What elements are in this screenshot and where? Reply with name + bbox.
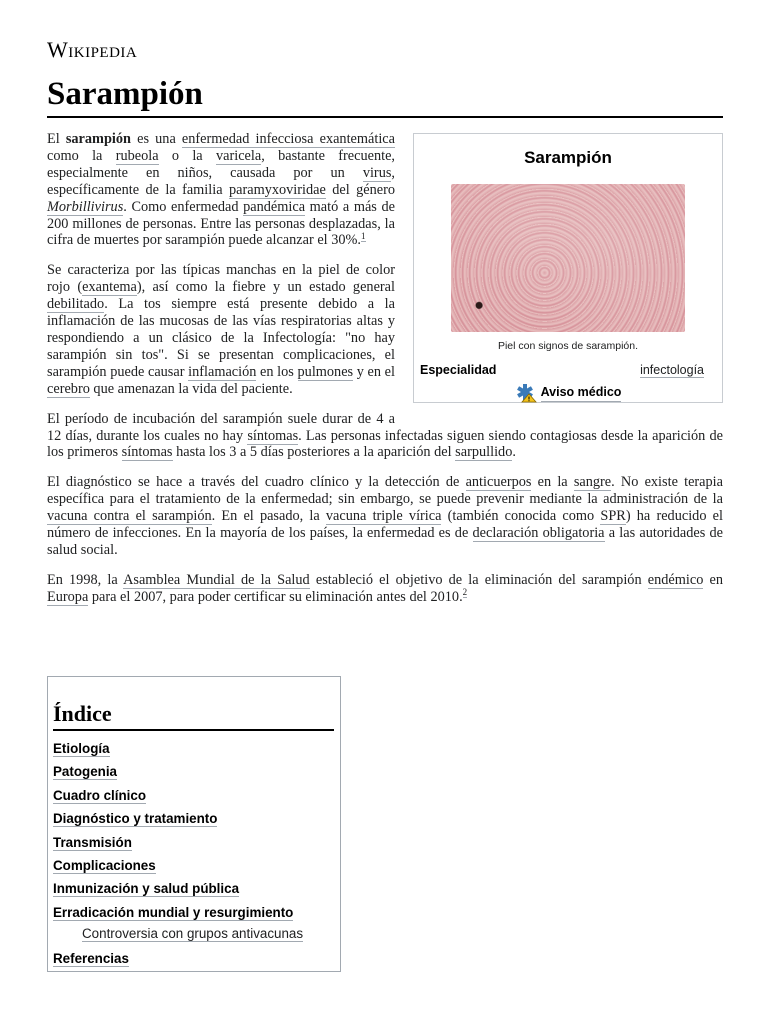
toc-subitem-controversia[interactable]: [53, 924, 334, 943]
text: en la: [531, 474, 574, 491]
specialty-link[interactable]: infectología: [640, 362, 704, 377]
text: . No existe terapia específica para el tratamiento de la enfermedad; sin embargo, se puede prevenir mediante la administración de la: [47, 474, 723, 508]
page-title: Sarampión: [47, 74, 723, 118]
link-enfermedad-infecciosa[interactable]: enfermedad infecciosa exantemática: [181, 131, 396, 147]
specialty-value: [640, 362, 704, 379]
link-cerebro[interactable]: cerebro: [47, 380, 90, 397]
link-morbillivirus[interactable]: Morbillivirus: [47, 198, 124, 215]
text: mató a más de 200 millones de personas. Entre las personas desplazadas, la cifra de muertes por sarampión puede alcanzar el 30%.: [47, 198, 395, 249]
link-sintomas[interactable]: síntomas: [247, 427, 299, 444]
text: . Como enfermedad: [123, 198, 244, 215]
toc-item-transmision[interactable]: [53, 831, 334, 854]
article-body: [47, 131, 723, 606]
article-page: [47, 36, 723, 619]
toc-link[interactable]: Transmisión: [53, 834, 132, 850]
link-rubeola[interactable]: rubeola: [115, 147, 159, 164]
toc-link[interactable]: Diagnóstico y tratamiento: [53, 811, 218, 827]
text: El: [47, 131, 66, 147]
text: para el 2007, para poder certificar su eliminación antes del 2010.: [88, 588, 463, 605]
toc-link[interactable]: Cuadro clínico: [53, 787, 147, 803]
text: El período de incubación del sarampión suele durar de 4 a 12 días, durante los cuales no hay: [47, 410, 395, 444]
toc-link[interactable]: Inmunización y salud pública: [53, 881, 240, 897]
table-of-contents: [47, 676, 341, 972]
link-pandemica[interactable]: pandémica: [243, 198, 306, 215]
text: o la: [158, 147, 216, 164]
infobox-specialty-row: [420, 362, 704, 379]
toc-link[interactable]: Erradicación mundial y resurgimiento: [53, 904, 294, 920]
reference-2[interactable]: 2: [462, 586, 468, 597]
text: . Las personas infectadas siguen siendo contagiosas desde la aparición de los primeros: [47, 427, 723, 461]
text: en los: [256, 363, 298, 380]
link-sarpullido[interactable]: sarpullido: [455, 444, 513, 461]
link-europa[interactable]: Europa: [47, 588, 89, 605]
toc-link[interactable]: Patogenia: [53, 764, 117, 780]
link-asamblea-mundial-salud[interactable]: Asamblea Mundial de la Salud: [123, 571, 310, 588]
text: , específicamente de la familia: [47, 164, 395, 198]
text: En 1998, la: [47, 571, 124, 588]
reference-1[interactable]: 1: [361, 230, 366, 241]
text: ), así como la fiebre y un estado general: [136, 279, 395, 296]
link-vacuna-triple-virica[interactable]: vacuna triple vírica: [325, 508, 442, 525]
link-virus[interactable]: virus: [362, 164, 392, 181]
link-paramyxoviridae[interactable]: paramyxoviridae: [228, 181, 326, 198]
link-pulmones[interactable]: pulmones: [297, 363, 354, 380]
text: El diagnóstico se hace a través del cuadro clínico y la detección de: [47, 474, 466, 491]
term-bold: sarampión: [65, 131, 131, 147]
text: , bastante frecuente, especialmente en niños, causada por un: [47, 147, 395, 181]
toc-link[interactable]: Complicaciones: [53, 858, 156, 874]
text: . La tos siempre está presente debido a la inflamación de las mucosas de las vías respiratorias altas y respondiendo a un clásico de la Infectología: "no hay sarampión sin tos". Si se presentan complicaciones, el sarampión puede causar: [47, 296, 395, 380]
measles-skin-image[interactable]: [451, 184, 685, 332]
toc-link[interactable]: Referencias: [53, 951, 129, 967]
link-declaracion-obligatoria[interactable]: declaración obligatoria: [472, 525, 605, 542]
text: ) ha reducido el número de infecciones. En la mayoría de los países, la enfermedad es de: [47, 508, 723, 542]
infobox: [413, 133, 723, 403]
infobox-caption: Piel con signos de sarampión.: [497, 340, 639, 352]
toc-link[interactable]: Etiología: [53, 741, 110, 756]
toc-item-referencias[interactable]: [53, 947, 334, 970]
text: del género: [325, 181, 395, 198]
text: Se caracteriza por las típicas manchas en la piel de color rojo (: [47, 262, 395, 296]
link-anticuerpos[interactable]: anticuerpos: [465, 474, 532, 491]
link-exantema[interactable]: exantema: [82, 279, 137, 296]
text: en: [703, 571, 723, 588]
link-sangre[interactable]: sangre: [573, 474, 612, 491]
specialty-label: Especialidad: [420, 362, 497, 377]
toc-item-inmunizacion[interactable]: [53, 877, 334, 900]
toc-item-complicaciones[interactable]: [53, 854, 334, 877]
medical-notice: [414, 383, 722, 403]
paragraph-diagnosis: [47, 474, 723, 559]
toc-item-diagnostico[interactable]: [53, 807, 334, 830]
link-sintomas-2[interactable]: síntomas: [121, 444, 173, 461]
text: es una: [130, 131, 182, 147]
link-inflamacion[interactable]: inflamación: [188, 363, 257, 380]
link-endemico[interactable]: endémico: [647, 571, 704, 588]
medical-warning-icon: [515, 383, 537, 403]
text: como la: [47, 147, 116, 164]
text: que amenazan la vida del paciente.: [89, 380, 293, 397]
link-varicela[interactable]: varicela: [215, 147, 262, 164]
toc-link[interactable]: Controversia con grupos antivacunas: [82, 926, 304, 942]
toc-item-cuadro-clinico[interactable]: [53, 784, 334, 807]
wikipedia-wordmark[interactable]: Wikipedia: [47, 37, 138, 62]
paragraph-eradication: [47, 572, 723, 606]
text: estableció el objetivo de la eliminación del sarampión: [309, 571, 648, 588]
toc-title: Índice: [53, 699, 334, 731]
toc-item-patogenia[interactable]: [53, 760, 334, 783]
infobox-title: Sarampión: [524, 148, 612, 167]
text: a las autoridades de salud social.: [47, 525, 723, 558]
paragraph-incubation: [47, 411, 723, 462]
toc-item-erradicacion[interactable]: [53, 901, 334, 924]
medical-notice-link[interactable]: Aviso médico: [541, 384, 622, 402]
toc-item-etiologia[interactable]: [53, 737, 334, 760]
text: y en el: [353, 363, 396, 380]
link-vacuna-sarampion[interactable]: vacuna contra el sarampión: [47, 508, 212, 525]
text: (también conocida como: [441, 508, 601, 525]
text: . En el pasado, la: [211, 508, 326, 525]
link-debilitado[interactable]: debilitado: [47, 296, 105, 313]
link-spr[interactable]: SPR: [600, 508, 626, 525]
text: .: [512, 444, 516, 461]
text: hasta los 3 a 5 días posteriores a la aparición del: [172, 444, 456, 461]
